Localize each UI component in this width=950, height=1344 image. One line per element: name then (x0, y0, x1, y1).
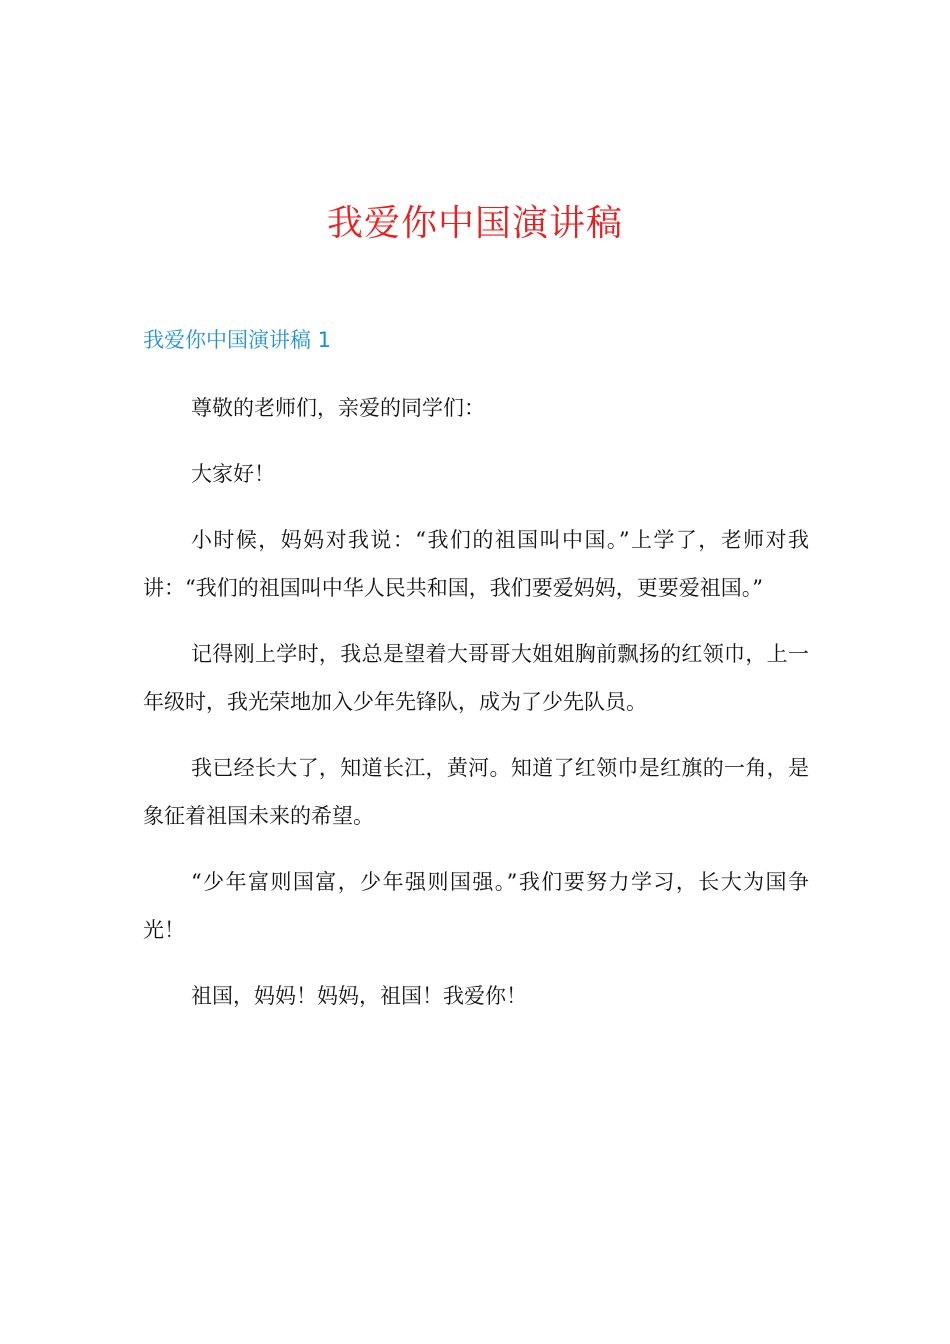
paragraph-motto: “少年富则国富，少年强则国强。”我们要努力学习，长大为国争光！ (143, 870, 809, 942)
paragraph-childhood: 小时候，妈妈对我说：“我们的祖国叫中国。”上学了，老师对我讲：“我们的祖国叫中华人民共和国，我们要爱妈妈，更要爱祖国。” (143, 528, 809, 600)
paragraph-closing: 祖国，妈妈！妈妈，祖国！我爱你！ (191, 984, 527, 1008)
document-body (143, 384, 809, 1038)
paragraph-grown-up: 我已经长大了，知道长江，黄河。知道了红领巾是红旗的一角，是象征着祖国未来的希望。 (143, 756, 809, 828)
paragraph-hello: 大家好！ (191, 462, 275, 486)
document-title: 我爱你中国演讲稿 (326, 203, 623, 244)
paragraph-red-scarf: 记得刚上学时，我总是望着大哥哥大姐姐胸前飘扬的红领巾，上一年级时，我光荣地加入少年先锋队，成为了少先队员。 (143, 642, 809, 714)
paragraph-greeting: 尊敬的老师们，亲爱的同学们： (191, 396, 485, 420)
section-heading: 我爱你中国演讲稿 1 (143, 328, 332, 352)
